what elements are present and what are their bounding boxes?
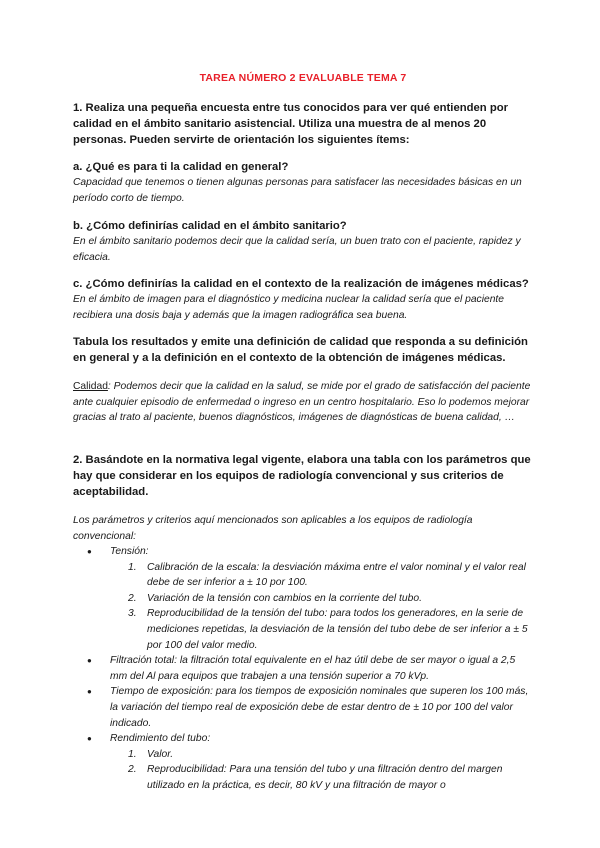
- tension-label: Tensión:: [110, 546, 149, 557]
- item-a-answer: Capacidad que tenemos o tienen algunas personas para satisfacer las necesidades básicas en un período corto de tiempo.: [73, 177, 522, 204]
- rendimiento-sublist: [110, 747, 533, 794]
- calidad-definition: [73, 379, 533, 426]
- tension-sublist: [110, 560, 533, 654]
- item-b-answer: En el ámbito sanitario podemos decir que la calidad sería, un buen trato con el paciente, rapidez y eficacia.: [73, 236, 521, 263]
- list-item: [110, 560, 533, 591]
- item-text: Variación de la tensión con cambios en la corriente del tubo.: [147, 592, 422, 604]
- list-item-filtracion: [73, 653, 533, 684]
- item-text: Reproducibilidad de la tensión del tubo: para todos los generadores, en la serie de mediciones repetidas, la desviación de la tensión del tubo debe de ser inferior a ± 5 por 100 del valor medio.: [147, 608, 528, 651]
- list-item-tiempo: [73, 684, 533, 731]
- list-item: [110, 762, 533, 793]
- item-text: Calibración de la escala: la desviación máxima entre el valor nominal y el valor real debe de ser inferior a ± 10 por 100.: [147, 561, 526, 589]
- list-item: [110, 747, 533, 763]
- parameters-block: [73, 513, 533, 794]
- list-item-tension: [73, 544, 533, 653]
- item-number: 1.: [128, 561, 137, 573]
- filtracion-text: Filtración total: la filtración total equivalente en el haz útil debe de ser mayor o igual a 2,5 mm del Al para equipos que trabajen a una tensión superior a 70 kVp.: [110, 655, 516, 682]
- item-number: 2.: [128, 764, 137, 776]
- item-b-question: b. ¿Cómo definirías calidad en el ámbito sanitario?: [73, 220, 347, 232]
- rendimiento-label: Rendimiento del tubo:: [110, 733, 211, 745]
- tabula-instruction: Tabula los resultados y emite una definición de calidad que responda a su definición en general y a la definición en el contexto de la obtención de imágenes médicas.: [73, 336, 528, 364]
- item-a-block: [73, 159, 533, 206]
- tiempo-text: Tiempo de exposición: para los tiempos de exposición nominales que superen los 100 más, la variación del tiempo real de exposición debe de estar dentro de ± 10 por 100 del valor indicado.: [110, 686, 529, 729]
- list-item-rendimiento: [73, 731, 533, 793]
- list-item: [110, 606, 533, 653]
- calidad-text: : Podemos decir que la calidad en la salud, se mide por el grado de satisfacción del paciente ante cualquier episodio de enfermedad o ingreso en un centro hospitalario. Eso lo podemos mejorar gracias al trato al paciente, buenos diagnósticos, imágenes de diagnósticas de buena calidad, …: [73, 381, 531, 423]
- item-number: 1.: [128, 748, 137, 760]
- question-2-block: [73, 452, 533, 500]
- item-text: Valor.: [147, 748, 174, 760]
- tabula-instruction-block: [73, 334, 533, 366]
- document-title: TAREA NÚMERO 2 EVALUABLE TEMA 7: [199, 72, 407, 84]
- parameters-intro: Los parámetros y criterios aquí mencionados son aplicables a los equipos de radiología convencional:: [73, 515, 473, 542]
- item-text: Reproducibilidad: Para una tensión del tubo y una filtración dentro del margen utilizado en la práctica, es decir, 80 kV y una filtración de mayor o: [147, 764, 503, 791]
- item-b-block: [73, 218, 533, 265]
- item-a-question: a. ¿Qué es para ti la calidad en general?: [73, 161, 289, 173]
- calidad-label: Calidad: [73, 381, 108, 392]
- parameters-list: [73, 544, 533, 794]
- item-c-block: [73, 276, 533, 323]
- calidad-definition-block: [73, 379, 533, 426]
- item-c-question: c. ¿Cómo definirías la calidad en el contexto de la realización de imágenes médicas?: [73, 278, 529, 290]
- item-c-answer: En el ámbito de imagen para el diagnóstico y medicina nuclear la calidad sería que el paciente recibiera una dosis baja y además que la imagen radiográfica sea buena.: [73, 294, 505, 321]
- question-2-heading: 2. Basándote en la normativa legal vigente, elabora una tabla con los parámetros que hay que considerar en los equipos de radiología convencional y sus criterios de aceptabilidad.: [73, 454, 531, 498]
- list-item: [110, 591, 533, 607]
- item-number: 2.: [128, 592, 137, 604]
- question-1-block: [73, 100, 533, 148]
- item-number: 3.: [128, 608, 137, 620]
- question-1-heading: 1. Realiza una pequeña encuesta entre tus conocidos para ver qué entienden por calidad en el ámbito sanitario asistencial. Utiliza una muestra de al menos 20 personas. Pueden servirte de orientación los siguientes ítems:: [73, 102, 509, 146]
